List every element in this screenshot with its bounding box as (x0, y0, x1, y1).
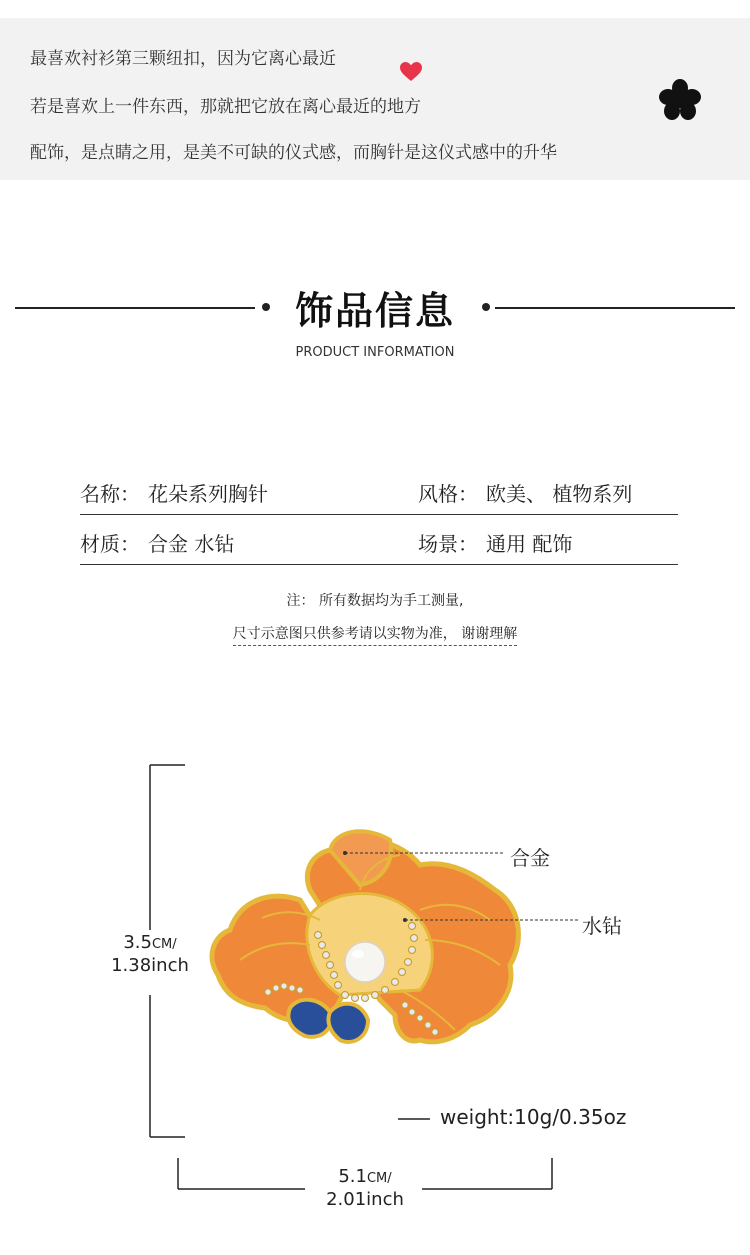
info-row-2 (80, 514, 678, 565)
style-label: 风格： (418, 482, 478, 506)
info-style (418, 478, 632, 507)
dimension-diagram (0, 740, 750, 1220)
brooch-illustration (212, 831, 518, 1042)
name-label: 名称： (80, 482, 140, 506)
callout-alloy: 合金 (510, 846, 550, 870)
weight-label: weight:10g/0.35oz (440, 1105, 627, 1129)
section-subtitle: PRODUCT INFORMATION (295, 345, 455, 360)
note-line-2 (0, 623, 750, 646)
material-value: 合金 水钻 (148, 532, 235, 556)
height-value: 3.5 (123, 932, 152, 953)
quote-line-3: 配饰，是点睛之用，是美不可缺的仪式感，而胸针是这仪式感中的升华 (30, 143, 557, 163)
info-scene (418, 528, 572, 557)
quote-line-1: 最喜欢衬衫第三颗纽扣，因为它离心最近 (30, 49, 336, 69)
note-line-1: 注： 所有数据均为手工测量, (286, 593, 464, 609)
height-unit: CM/ (151, 937, 177, 952)
scene-value: 通用 配饰 (486, 532, 573, 556)
width-label (312, 1166, 418, 1210)
height-label (100, 932, 200, 976)
quote-line-2: 若是喜欢上一件东西，那就把它放在离心最近的地方 (30, 97, 421, 117)
name-value: 花朵系列胸针 (148, 482, 268, 506)
info-row-1 (80, 464, 678, 515)
title-dot-right (482, 303, 490, 311)
material-label: 材质： (80, 532, 140, 556)
title-divider-right (495, 307, 735, 309)
section-title: 饰品信息 (294, 289, 455, 333)
callout-rhinestone: 水钻 (582, 914, 622, 938)
note-line-2-text: 尺寸示意图只供参考请以实物为准， 谢谢理解 (233, 623, 517, 646)
scene-label: 场景： (418, 532, 478, 556)
pearl (345, 942, 385, 982)
width-value: 5.1 (338, 1166, 367, 1187)
info-name (80, 478, 268, 507)
width-inch: 2.01inch (326, 1189, 404, 1210)
height-inch: 1.38inch (111, 955, 189, 976)
style-value: 欧美、 植物系列 (486, 482, 633, 506)
quote-banner (0, 18, 750, 180)
info-material (80, 528, 234, 557)
flower-icon (656, 78, 704, 122)
heart-icon (400, 62, 422, 82)
width-unit: CM/ (366, 1171, 392, 1186)
